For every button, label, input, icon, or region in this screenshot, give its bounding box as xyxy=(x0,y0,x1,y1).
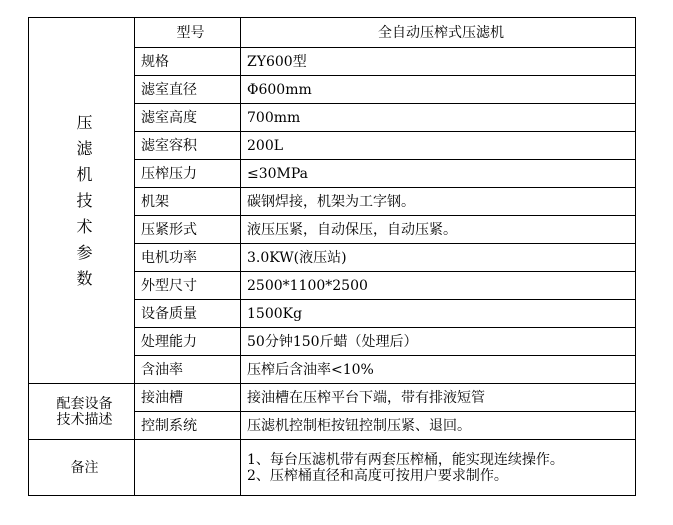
param-value: 液压压紧，自动保压，自动压紧。 xyxy=(241,216,636,244)
param-label: 电机功率 xyxy=(135,244,241,272)
param-value: 700mm xyxy=(241,104,636,132)
table-row xyxy=(29,384,636,412)
param-label: 滤室高度 xyxy=(135,104,241,132)
param-value: 1500Kg xyxy=(241,300,636,328)
model-value: 全自动压榨式压滤机 xyxy=(241,18,636,48)
param-label: 含油率 xyxy=(135,356,241,384)
supporting-title-line2: 技术描述 xyxy=(56,411,113,428)
param-value: ≤30MPa xyxy=(241,160,636,188)
param-label: 压榨压力 xyxy=(135,160,241,188)
supporting-group-title xyxy=(29,384,135,440)
param-label: 机架 xyxy=(135,188,241,216)
note-line: 1、每台压滤机带有两套压榨桶，能实现连续操作。 xyxy=(247,451,564,468)
supporting-label: 控制系统 xyxy=(135,412,241,440)
param-value: ZY600型 xyxy=(241,48,636,76)
param-label: 设备质量 xyxy=(135,300,241,328)
param-value: 50分钟150斤蜡（处理后） xyxy=(241,328,636,356)
spec-table xyxy=(28,17,636,496)
notes-cell xyxy=(241,440,636,496)
param-value: 压榨后含油率<10% xyxy=(241,356,636,384)
model-label: 型号 xyxy=(135,18,241,48)
supporting-title-line1: 配套设备 xyxy=(56,395,113,412)
param-label: 外型尺寸 xyxy=(135,272,241,300)
param-value: 2500*1100*2500 xyxy=(241,272,636,300)
param-label: 滤室直径 xyxy=(135,76,241,104)
param-value: 200L xyxy=(241,132,636,160)
header-row xyxy=(29,18,636,48)
notes-empty-cell xyxy=(135,440,241,496)
notes-title: 备注 xyxy=(29,440,135,496)
param-label: 压紧形式 xyxy=(135,216,241,244)
param-value: 碳钢焊接，机架为工字钢。 xyxy=(241,188,636,216)
param-value: 3.0KW(液压站) xyxy=(241,244,636,272)
param-label: 处理能力 xyxy=(135,328,241,356)
param-label: 滤室容积 xyxy=(135,132,241,160)
param-value: Φ600mm xyxy=(241,76,636,104)
supporting-value: 接油槽在压榨平台下端，带有排液短管 xyxy=(241,384,636,412)
supporting-value: 压滤机控制柜按钮控制压紧、退回。 xyxy=(241,412,636,440)
params-group-title: 压滤机技术参数 xyxy=(29,18,135,384)
param-label: 规格 xyxy=(135,48,241,76)
notes-row xyxy=(29,440,636,496)
supporting-label: 接油槽 xyxy=(135,384,241,412)
note-line: 2、压榨桶直径和高度可按用户要求制作。 xyxy=(247,467,508,484)
